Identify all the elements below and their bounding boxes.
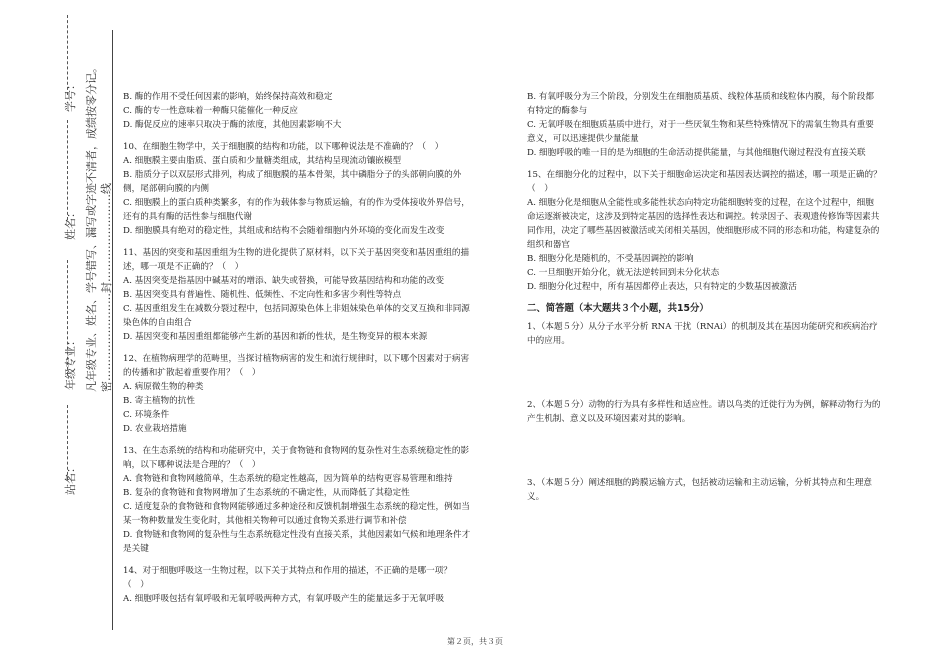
option: B. 复杂的食物链和食物网增加了生态系统的不确定性，从而降低了其稳定性 [123, 488, 410, 498]
option: D. 农业栽培措施 [123, 424, 187, 434]
option: C. 基因重组发生在减数分裂过程中，包括同源染色体上非姐妹染色单体的交叉互换和非同源染色体的自由组合 [123, 304, 470, 328]
seal-line-label: 密……………………封……………………线 [100, 183, 113, 392]
option: C. 一旦细胞开始分化，就无法逆转回到未分化状态 [527, 268, 720, 278]
option: A. 食物链和食物网越简单，生态系统的稳定性越高，因为简单的结构更容易管理和维持 [123, 474, 453, 484]
option: B. 脂质分子以双层形式排列，构成了细胞膜的基本骨架，其中磷脂分子的头部朝向膜的外侧，尾部朝向膜的内侧 [123, 170, 462, 194]
option: D. 食物链和食物网的复杂性与生态系统稳定性没有直接关系，其他因素如气候和地理条件才是关键 [123, 530, 471, 554]
student-id-label: 学号： [64, 79, 77, 112]
question-11 [123, 246, 473, 344]
option: A. 基因突变是指基因中碱基对的增添、缺失或替换，可能导致基因结构和功能的改变 [123, 276, 445, 286]
option: A. 细胞呼吸包括有氧呼吸和无氧呼吸两种方式，有氧呼吸产生的能量远多于无氧呼吸 [123, 594, 445, 604]
essay-stem: 3、（本题５分）阐述细胞的跨膜运输方式，包括被动运输和主动运输，分析其特点和生理意义。 [527, 478, 872, 502]
question-13 [123, 444, 473, 556]
option: B. 基因突变具有普遍性、随机性、低频性、不定向性和多害少利性等特点 [123, 290, 402, 300]
option: D. 酶促反应的速率只取决于酶的浓度，其他因素影响不大 [123, 120, 342, 130]
question-stem: 11、基因的突变和基因重组为生物的进化提供了原材料，以下关于基因突变和基因重组的描述，哪一项是不正确的？（ ） [123, 248, 470, 272]
major-blank [67, 260, 68, 375]
option: B. 细胞分化是随机的，不受基因调控的影响 [527, 254, 694, 264]
essay-stem: 1、（本题５分）从分子水平分析 RNA 干扰（RNAi）的机制及其在基因功能研究和疾病治疗中的应用。 [527, 322, 878, 346]
station-blank [67, 405, 68, 480]
question-stem: 14、对于细胞呼吸这一生物过程，以下关于其特点和作用的描述，不正确的是哪一项？（ ） [123, 566, 452, 590]
option: A. 细胞分化是细胞从全能性或多能性状态向特定功能细胞转变的过程，在这个过程中，细胞命运逐渐被决定，这涉及到特定基因的选择性表达和调控。转录因子、表观遗传修饰等因素共同作用，决定了哪些基因被激活或关闭相关基因，使细胞形成不同的形态和功能，构建复杂的组织和器官 [527, 198, 880, 250]
option: B. 有氧呼吸分为三个阶段，分别发生在细胞质基质、线粒体基质和线粒体内膜，每个阶段都有特定的酶参与 [527, 92, 874, 116]
option: A. 病原微生物的种类 [123, 382, 204, 392]
option: A. 细胞膜主要由脂质、蛋白质和少量糖类组成，其结构呈现流动镶嵌模型 [123, 156, 402, 166]
question-14 [123, 564, 473, 606]
binding-notice: 凡年级专业、姓名、学号错写、漏写或字迹不清者，成绩按零分记。 [85, 62, 98, 392]
question-10 [123, 140, 473, 238]
question-15 [527, 168, 882, 294]
question-stem: 10、在细胞生物学中，关于细胞膜的结构和功能，以下哪种说法是不准确的？（ ） [123, 142, 444, 152]
option: D. 细胞膜具有绝对的稳定性，其组成和结构不会随着细胞内外环境的变化而发生改变 [123, 226, 445, 236]
option: D. 基因突变和基因重组都能够产生新的基因和新的性状，是生物变异的根本来源 [123, 332, 428, 342]
option: C. 适度复杂的食物链和食物网能够通过多种途径和反馈机制增强生态系统的稳定性，例如当某一物种数量发生变化时，其他相关物种可以通过食物关系进行调节和补偿 [123, 502, 470, 526]
left-column [123, 90, 473, 614]
option: C. 细胞膜上的蛋白质种类繁多，有的作为载体参与物质运输，有的作为受体接收外界信号，还有的具有酶的活性参与细胞代谢 [123, 198, 470, 222]
option: C. 环境条件 [123, 410, 170, 420]
option: D. 细胞呼吸的唯一目的是为细胞的生命活动提供能量，与其他细胞代谢过程没有直接关联 [527, 148, 866, 158]
student-id-blank [67, 15, 68, 95]
option: C. 无氧呼吸在细胞质基质中进行，对于一些厌氧生物和某些特殊情况下的需氧生物具有重要意义，可以迅速提供少量能量 [527, 120, 874, 144]
question-9-tail [123, 90, 473, 132]
option: B. 酶的作用不受任何因素的影响，始终保持高效和稳定 [123, 92, 333, 102]
name-blank [67, 120, 68, 220]
page-footer: 第２页，共３页 [447, 637, 503, 646]
option: D. 细胞分化过程中，所有基因都停止表达，只有特定的少数基因被激活 [527, 282, 797, 292]
essay-question-1 [527, 320, 882, 348]
essay-question-3 [527, 476, 882, 504]
question-stem: 12、在植物病理学的范畴里，当探讨植物病害的发生和流行规律时，以下哪个因素对于病害的传播和扩散起着重要作用？（ ） [123, 354, 470, 378]
question-stem: 13、在生态系统的结构和功能研究中，关于食物链和食物网的复杂性对生态系统稳定性的影响，以下哪种说法是合理的？（ ） [123, 446, 470, 470]
essay-question-2 [527, 398, 882, 426]
question-14-tail [527, 90, 882, 160]
binding-line [112, 30, 113, 630]
option: C. 酶的专一性意味着一种酶只能催化一种反应 [123, 106, 299, 116]
right-column [527, 90, 882, 554]
station-label: 站名： [64, 462, 77, 495]
option: B. 寄主植物的抗性 [123, 396, 195, 406]
question-stem: 15、在细胞分化的过程中，以下关于细胞命运决定和基因表达调控的描述，哪一项是正确的？（ ） [527, 170, 882, 194]
major-label: 年级专业： [64, 335, 77, 390]
essay-stem: 2、（本题５分）动物的行为具有多样性和适应性。请以鸟类的迁徙行为为例，解释动物行为的产生机制、意义以及环境因素对其的影响。 [527, 400, 881, 424]
question-12 [123, 352, 473, 436]
name-label: 姓名： [64, 207, 77, 240]
section-2-title: 二、简答题（本大题共３个小题，共15分） [527, 303, 709, 314]
binding-strip [0, 0, 120, 672]
